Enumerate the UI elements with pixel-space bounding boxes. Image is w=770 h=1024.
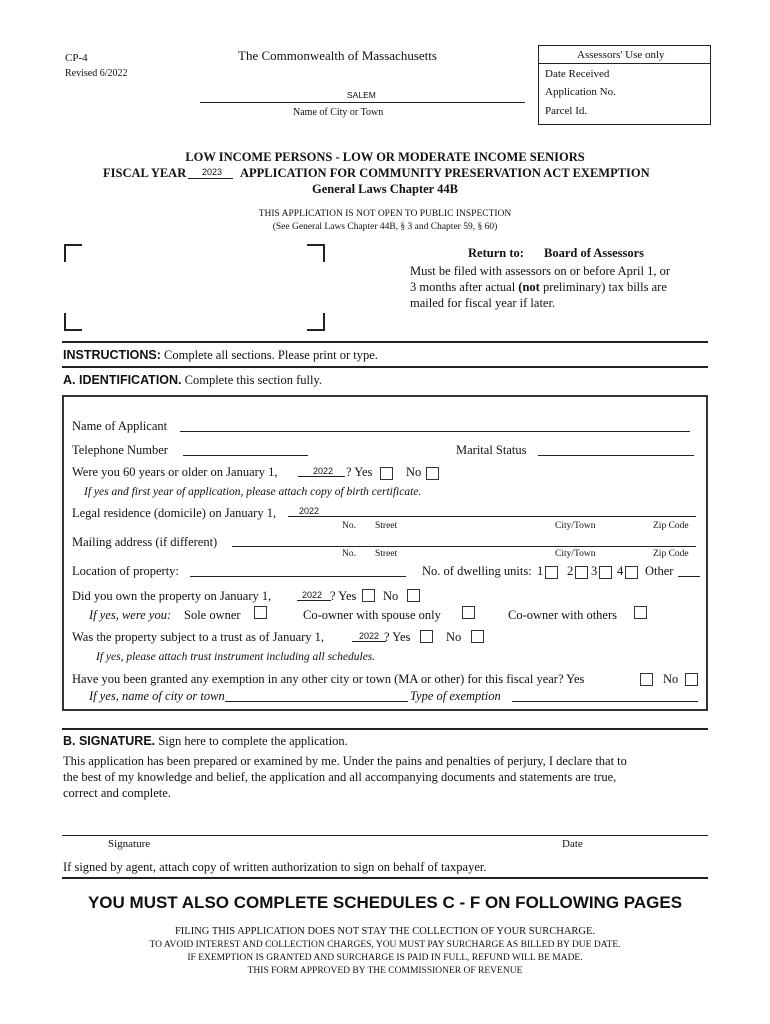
exemption-city-field[interactable] (225, 701, 408, 702)
city-field[interactable]: SALEM (347, 90, 376, 100)
co-owner-spouse-label: Co-owner with spouse only (303, 608, 441, 622)
addr-city-label: City/Town (555, 549, 596, 559)
telephone-field[interactable] (183, 455, 308, 456)
applicant-name-field[interactable] (180, 431, 690, 432)
window-corner-tr (307, 244, 325, 262)
exemption-no-label: No (663, 672, 679, 686)
exemption-type-field[interactable] (512, 701, 698, 702)
form-id: CP-4 (65, 52, 88, 64)
footer-line2: TO AVOID INTEREST AND COLLECTION CHARGES, YOU MUST PAY SURCHARGE AS BILLED BY DUE DATE. (149, 940, 621, 950)
divider (62, 366, 708, 368)
revised-date: Revised 6/2022 (65, 68, 128, 79)
own-year-field[interactable]: 2022 (302, 590, 323, 600)
age-yes-label: ? Yes (346, 465, 373, 479)
residence-year: 2022 (299, 506, 320, 516)
commonwealth-title: The Commonwealth of Massachusetts (238, 48, 437, 63)
unit-4-checkbox[interactable] (625, 566, 638, 579)
return-to-label: Return to: (468, 246, 524, 260)
exemption-no-checkbox[interactable] (685, 673, 698, 686)
unit-2-label: 2 (567, 564, 574, 578)
if-yes-were-label: If yes, were you: (89, 608, 172, 622)
addr-no-label: No. (342, 521, 356, 531)
unit-other-label: Other (645, 564, 674, 578)
trust-yes-label: ? Yes (384, 630, 411, 644)
sole-owner-label: Sole owner (184, 608, 241, 622)
addr-zip-label: Zip Code (653, 549, 689, 559)
age-question: Were you 60 years or older on January 1, (72, 465, 278, 479)
applicant-name-label: Name of Applicant (72, 419, 168, 433)
unit-other-field[interactable] (678, 576, 700, 577)
age-no-checkbox[interactable] (426, 467, 439, 480)
unit-3-label: 3 (591, 564, 598, 578)
city-line (200, 102, 525, 103)
exemption-yes-checkbox[interactable] (640, 673, 653, 686)
footer-line4: THIS FORM APPROVED BY THE COMMISSIONER OF REVENUE (247, 966, 523, 976)
unit-1-label: 1 (537, 564, 544, 578)
unit-1-checkbox[interactable] (545, 566, 558, 579)
co-owner-spouse-checkbox[interactable] (462, 606, 475, 619)
age-year-field[interactable]: 2022 (313, 466, 334, 476)
dwelling-units-label: No. of dwelling units: (422, 564, 532, 578)
exemption-city-label: If yes, name of city or town (89, 689, 225, 703)
title-line1: LOW INCOME PERSONS - LOW OR MODERATE INCOME SENIORS (185, 150, 585, 164)
unit-3-checkbox[interactable] (599, 566, 612, 579)
trust-question: Was the property subject to a trust as of January 1, (72, 630, 325, 644)
schedules-banner: YOU MUST ALSO COMPLETE SCHEDULES C - F ON FOLLOWING PAGES (87, 893, 683, 912)
addr-street-label: Street (375, 549, 398, 559)
return-to-target: Board of Assessors (544, 246, 645, 260)
fiscal-year-field[interactable]: 2023 (202, 167, 223, 177)
marital-status-label: Marital Status (456, 443, 527, 457)
unit-4-label: 4 (617, 564, 624, 578)
title-line2: APPLICATION FOR COMMUNITY PRESERVATION ACT EXEMPTION (240, 166, 650, 180)
assessors-box-title: Assessors' Use only (577, 49, 665, 61)
fiscal-year-label: FISCAL YEAR (103, 166, 187, 180)
inspection-notice: THIS APPLICATION IS NOT OPEN TO PUBLIC INSPECTION (258, 209, 512, 219)
city-label: Name of City or Town (293, 107, 384, 118)
trust-no-checkbox[interactable] (471, 630, 484, 643)
agent-note: If signed by agent, attach copy of written authorization to sign on behalf of taxpayer. (63, 860, 487, 874)
marital-status-field[interactable] (538, 455, 694, 456)
signature-label: Signature (108, 838, 151, 850)
legal-residence-field[interactable] (288, 516, 696, 517)
co-owner-others-label: Co-owner with others (508, 608, 618, 622)
own-yes-label: ? Yes (330, 589, 357, 603)
addr-zip-label: Zip Code (653, 521, 689, 531)
addr-street-label: Street (375, 521, 398, 531)
divider (62, 341, 708, 343)
addr-city-label: City/Town (555, 521, 596, 531)
co-owner-others-checkbox[interactable] (634, 606, 647, 619)
addr-no-label: No. (342, 549, 356, 559)
unit-2-checkbox[interactable] (575, 566, 588, 579)
mailing-address-label: Mailing address (if different) (72, 535, 218, 549)
birth-certificate-note: If yes and first year of application, please attach copy of birth certificate. (84, 486, 422, 498)
location-label: Location of property: (72, 564, 179, 578)
deadline-line1: Must be filed with assessors on or before April 1, or (410, 264, 671, 278)
own-yes-checkbox[interactable] (362, 589, 375, 602)
footer-line1: FILING THIS APPLICATION DOES NOT STAY THE COLLECTION OF YOUR SURCHARGE. (174, 926, 596, 937)
parcel-id-label: Parcel Id. (545, 105, 588, 117)
assessors-use-box (538, 45, 711, 125)
perjury-line2: the best of my knowledge and belief, the application and all accompanying documents and statements are true, (63, 770, 617, 784)
instructions: INSTRUCTIONS: Complete all sections. Please print or type. (63, 348, 378, 362)
deadline-line2: 3 months after actual (not preliminary) tax bills are (410, 280, 667, 294)
section-b-heading: B. SIGNATURE. Sign here to complete the application. (63, 734, 348, 748)
trust-yes-checkbox[interactable] (420, 630, 433, 643)
own-question: Did you own the property on January 1, (72, 589, 272, 603)
trust-no-label: No (446, 630, 462, 644)
telephone-label: Telephone Number (72, 443, 168, 457)
date-label: Date (562, 838, 583, 850)
application-no-label: Application No. (545, 86, 616, 98)
own-no-checkbox[interactable] (407, 589, 420, 602)
window-corner-tl (64, 244, 82, 262)
sole-owner-checkbox[interactable] (254, 606, 267, 619)
signature-line[interactable] (62, 835, 708, 836)
window-corner-br (307, 313, 325, 331)
footer-line3: IF EXEMPTION IS GRANTED AND SURCHARGE IS PAID IN FULL, REFUND WILL BE MADE. (187, 953, 583, 963)
exemption-question: Have you been granted any exemption in any other city or town (MA or other) for this fiscal year? Yes (72, 672, 585, 686)
title-line3: General Laws Chapter 44B (312, 182, 458, 196)
age-no-label: No (406, 465, 422, 479)
inspection-notice-ref: (See General Laws Chapter 44B, § 3 and Chapter 59, § 60) (272, 222, 498, 232)
window-corner-bl (64, 313, 82, 331)
deadline-line3: mailed for fiscal year if later. (410, 296, 556, 310)
perjury-line3: correct and complete. (63, 786, 171, 800)
legal-residence-label: Legal residence (domicile) on January 1, (72, 506, 277, 520)
trust-note: If yes, please attach trust instrument including all schedules. (96, 651, 376, 663)
own-no-label: No (383, 589, 399, 603)
age-yes-checkbox[interactable] (380, 467, 393, 480)
location-field[interactable] (190, 576, 406, 577)
divider (62, 877, 708, 879)
divider (62, 728, 708, 730)
date-received-label: Date Received (545, 68, 610, 80)
exemption-type-label: Type of exemption (410, 689, 501, 703)
trust-year-field[interactable]: 2022 (359, 631, 380, 641)
mailing-address-field[interactable] (232, 546, 696, 547)
perjury-line1: This application has been prepared or examined by me. Under the pains and penalties of perjury, I declare that to (63, 754, 627, 768)
section-a-heading: A. IDENTIFICATION. Complete this section fully. (63, 373, 323, 387)
